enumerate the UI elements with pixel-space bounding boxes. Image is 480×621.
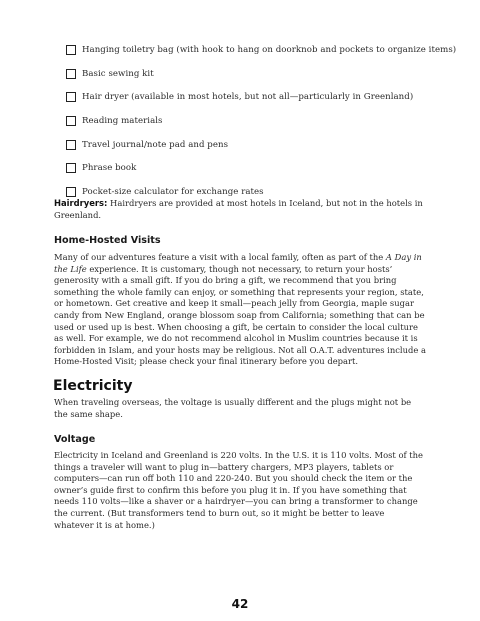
- a-day-in-the-life-title: A Day in the Life: [54, 252, 422, 274]
- checklist-item-label: Reading materials: [82, 115, 163, 126]
- checklist-item-label: Travel journal/note pad and pens: [82, 139, 229, 150]
- voltage-text: Electricity in Iceland and Greenland is 220 volts. In the U.S. it is 110 volts. Most of the things a traveler will want to plug in—battery chargers, MP3 players, tablets or computers—can run off both 110 and 220-240. But you should check the item or the owner’s guide first to confirm this before you plug it in. If you have something that needs 110 volts—like a shaver or a hairdryer—you can bring a transformer to change the current. (But transformers tend to burn out, so it might be better to leave whatever it is at home.): [54, 450, 423, 530]
- checkbox-icon: [66, 140, 76, 150]
- checklist-item: [66, 109, 466, 133]
- electricity-paragraph: [54, 397, 426, 420]
- home-hosted-paragraph: [54, 252, 426, 368]
- home-hosted-text-start: Many of our adventures feature a visit with a local family, often as part of the: [54, 252, 386, 262]
- checklist-item-label: Basic sewing kit: [82, 68, 154, 79]
- checklist-item-label: Phrase book: [82, 163, 137, 174]
- checklist-item-label: Hanging toiletry bag (with hook to hang on doorknob and pockets to organize items): [82, 44, 457, 55]
- checklist-item-label: Pocket-size calculator for exchange rates: [82, 186, 264, 197]
- checkbox-icon: [66, 92, 76, 102]
- checkbox-icon: [66, 163, 76, 173]
- home-hosted-heading: Home-Hosted Visits: [54, 235, 161, 246]
- hairdryers-label: Hairdryers:: [54, 198, 108, 208]
- hairdryers-text: Hairdryers are provided at most hotels in Iceland, but not in the hotels in Greenland.: [54, 198, 423, 220]
- checkbox-icon: [66, 45, 76, 55]
- checkbox-icon: [66, 69, 76, 79]
- checklist-item: [66, 62, 466, 86]
- checklist-item: [66, 156, 466, 180]
- checklist-item: [66, 133, 466, 157]
- checkbox-icon: [66, 116, 76, 126]
- electricity-text: When traveling overseas, the voltage is usually different and the plugs might not be the same shape.: [54, 397, 412, 419]
- voltage-heading: Voltage: [54, 434, 96, 445]
- electricity-heading: Electricity: [53, 378, 133, 394]
- packing-checklist: [66, 38, 466, 204]
- page-number: 42: [231, 597, 249, 611]
- hairdryers-note: [54, 198, 426, 221]
- checklist-item: [66, 38, 466, 62]
- voltage-paragraph: [54, 450, 426, 531]
- home-hosted-text-end: experience. It is customary, though not necessary, to return your hosts’ generosity with a small gift. If you do bring a gift, we recommend that you bring something the whole family can enjoy, or something that represents your region, state, or hometown. Get creative and keep it small—peach jelly from Georgia, maple sugar candy from New England, orange blossom soap from California; something that can be used or used up is best. When choosing a gift, be certain to consider the local culture as well. For example, we do not recommend alcohol in Muslim countries because it is forbidden in Islam, and your hosts may be religious. Not all O.A.T. adventures include a Home-Hosted Visit; please check your final itinerary before you depart.: [54, 263, 426, 367]
- checklist-item-label: Hair dryer (available in most hotels, but not all—particularly in Greenland): [82, 92, 414, 103]
- checklist-item: [66, 85, 466, 109]
- checkbox-icon: [66, 187, 76, 197]
